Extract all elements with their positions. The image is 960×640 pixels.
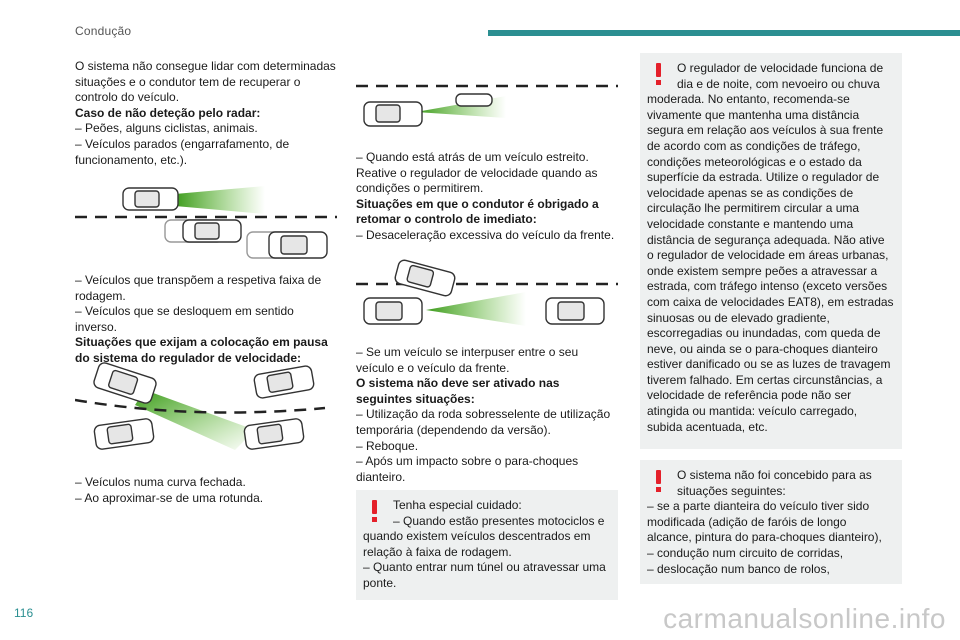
column-2-lower (356, 345, 618, 485)
list-item: – Veículos parados (engarrafamento, de funcionamento, etc.). (75, 136, 290, 167)
intro-text: O sistema não consegue lidar com determinadas situações e o condutor tem de recuperar o controlo do veículo. (75, 59, 336, 105)
watermark-text: carmanualsonline.info (663, 603, 946, 634)
header-accent-bar (488, 30, 960, 36)
warning-box-limits (640, 460, 902, 584)
warning-lead: Tenha especial cuidado: (393, 498, 522, 512)
figure-curve (75, 360, 337, 465)
warning-box-caution (356, 490, 618, 600)
list-item: – Peões, alguns ciclistas, animais. (75, 121, 258, 136)
column-1-lower (75, 273, 337, 367)
list-item: – condução num circuito de corridas, (647, 545, 844, 560)
list-item: – se a parte dianteira do veículo tiver sido modificada (adição de faróis de longo alcance, pintura do para-choques dianteiro), (647, 499, 882, 545)
list-item: – Após um impacto sobre o para-choques dianteiro. (356, 454, 579, 484)
column-1 (75, 59, 337, 168)
no-detect-heading: Caso de não deteção pelo radar: (75, 105, 261, 120)
list-item: – Quando está atrás de um veículo estreito. (356, 150, 589, 164)
list-item: – Utilização da roda sobresselente de utilização temporária (dependendo da versão). (356, 407, 611, 437)
list-item: – Desaceleração excessiva do veículo da frente. (356, 227, 615, 242)
warning-lead: O sistema não foi concebido para as situações seguintes: (677, 468, 872, 498)
list-item: – Ao aproximar-se de uma rotunda. (75, 490, 264, 505)
section-title: Condução (75, 24, 132, 38)
warning-icon (367, 498, 383, 524)
not-activate-heading: O sistema não deve ser ativado nas seguintes situações: (356, 376, 560, 406)
pause-heading: Situações que exijam a colocação em pausa do sistema do regulador de velocidade: (75, 335, 328, 365)
figure-cut-in (356, 248, 618, 333)
list-item: – Reboque. (356, 438, 419, 453)
list-item: – Veículos que se desloquem em sentido inverso. (75, 304, 294, 334)
figure-stationary-vehicles (75, 180, 337, 265)
list-item: – Quanto entrar num túnel ou atravessar uma ponte. (363, 560, 606, 590)
warning-icon (651, 61, 667, 87)
warning-box-operation (640, 53, 902, 449)
figure-narrow-vehicle (356, 78, 618, 136)
page-number: 116 (14, 606, 34, 620)
react-text: Reative o regulador de velocidade quando as condições o permitirem. (356, 165, 598, 196)
warning-text: O regulador de velocidade funciona de dia e de noite, com nevoeiro ou chuva moderada. No entanto, recomenda-se vivamente que mantenha uma distância segura em relação aos veículos à sua frente de acordo com as condições de tráfego, condições meteorológicas e o estado da superfície da estrada. Utilize o regulador de velocidade apenas se as condições de circulação lhe permitirem circular a uma velocidade constante e mantendo uma distância de segurança adequada. Não ative o regulador de velocidade em áreas urbanas, onde existem sempre peões a atravessar a estrada, com tráfego intenso (exceto versões com caixa de velocidades EAT8), em estradas sinuosas ou de elevado gradiente, escorregadias ou inundadas, com queda de neve, ou ainda se o para-choques dianteiro estiver danificado ou se as luzes de travagem tiverem falhado. Em certas circunstâncias, a velocidade de referência pode não ser atingida ou mantida: veículo carregado, subida acentuada, etc. (647, 61, 894, 434)
list-item: – Veículos que transpõem a respetiva faixa de rodagem. (75, 273, 322, 303)
list-item: – deslocação num banco de rolos, (647, 561, 830, 576)
list-item: – Veículos numa curva fechada. (75, 475, 246, 489)
immediate-heading: Situações em que o condutor é obrigado a retomar o controlo de imediato: (356, 196, 599, 227)
column-2 (356, 150, 618, 244)
warning-icon (651, 468, 667, 494)
column-1-bottom (75, 475, 337, 506)
list-item: – Se um veículo se interpuser entre o seu veículo e o veículo da frente. (356, 345, 579, 375)
list-item: – Quando estão presentes motociclos e quando existem veículos descentrados em relação à faixa de rodagem. (363, 513, 605, 559)
